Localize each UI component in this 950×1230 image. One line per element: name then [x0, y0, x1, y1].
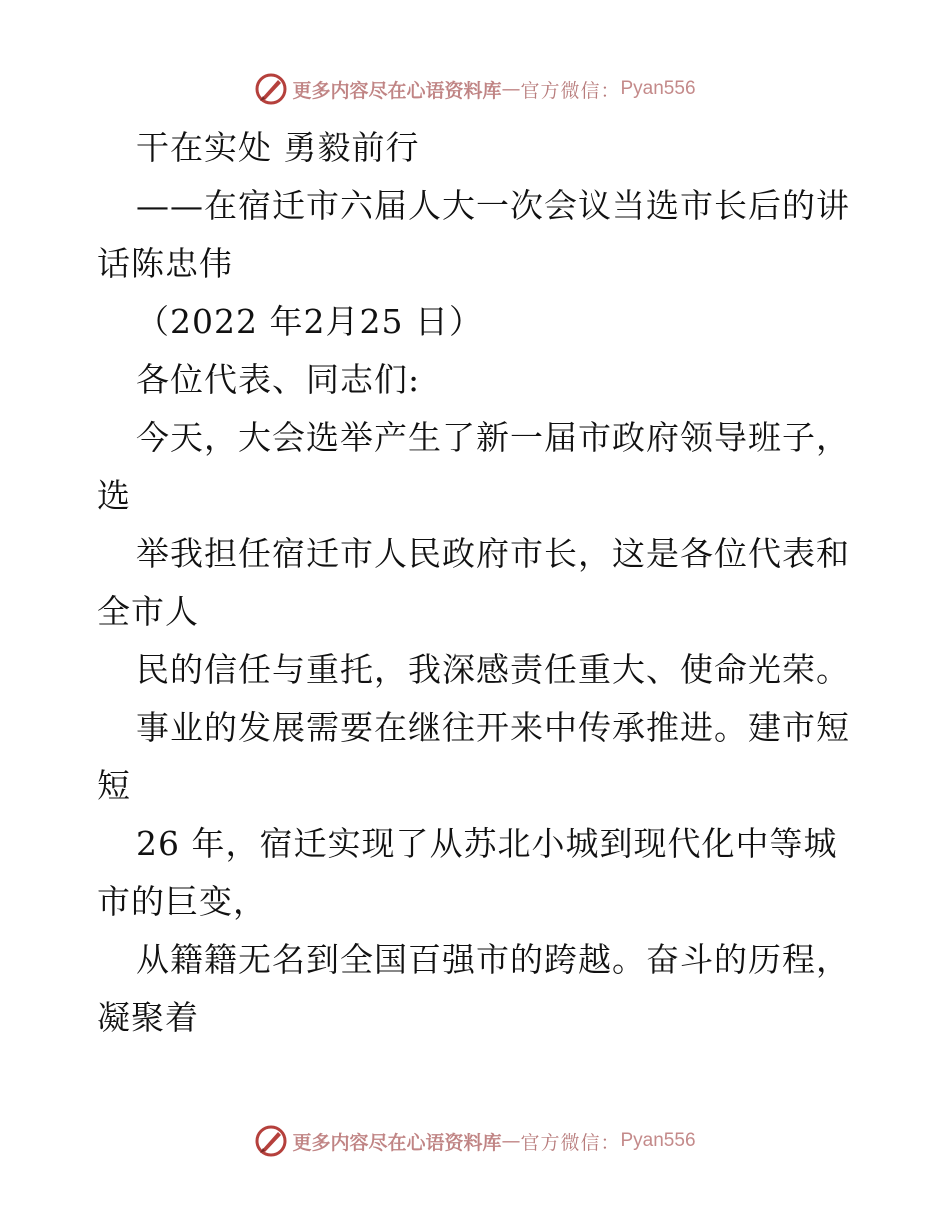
paragraph-line: 短 [97, 766, 131, 805]
paragraph-line: 26 年，宿迁实现了从苏北小城到现代化中等城 [136, 824, 838, 863]
banner-official-label: 官方微信： [520, 1131, 621, 1154]
banner-separator: — [501, 78, 521, 100]
banner-official-label: 官方微信： [520, 79, 621, 102]
quill-logo-icon [254, 1124, 288, 1158]
banner-wechat-id: Pyan556 [620, 78, 696, 99]
banner-main-text: 更多内容尽在心语资料库 [292, 79, 502, 102]
paragraph-line: 凝聚着 [97, 998, 199, 1037]
paragraph-line: 市的巨变， [97, 882, 267, 921]
doc-subtitle-cont: 话陈忠伟 [97, 244, 233, 283]
doc-title: 干在实处 勇毅前行 [136, 128, 420, 167]
doc-salutation: 各位代表、同志们: [136, 360, 421, 399]
doc-date: （2022 年2月25 日） [136, 302, 483, 341]
banner-separator: — [501, 1130, 521, 1152]
banner-main-text: 更多内容尽在心语资料库 [292, 1131, 502, 1154]
paragraph-line: 今天，大会选举产生了新一届市政府领导班子， [136, 418, 850, 457]
paragraph-line: 选 [97, 476, 131, 515]
doc-subtitle: ——在宿迁市六届人大一次会议当选市长后的讲 [136, 186, 850, 225]
quill-logo-icon [254, 72, 288, 106]
paragraph-line: 从籍籍无名到全国百强市的跨越。奋斗的历程， [136, 940, 850, 979]
paragraph-line: 全市人 [97, 592, 199, 631]
banner-wechat-id: Pyan556 [620, 1130, 696, 1151]
paragraph-line: 举我担任宿迁市人民政府市长，这是各位代表和 [136, 534, 850, 573]
header-banner [0, 72, 950, 106]
paragraph-line: 事业的发展需要在继往开来中传承推进。建市短 [136, 708, 850, 747]
paragraph-line: 民的信任与重托，我深感责任重大、使命光荣。 [136, 650, 850, 689]
footer-banner [0, 1124, 950, 1158]
